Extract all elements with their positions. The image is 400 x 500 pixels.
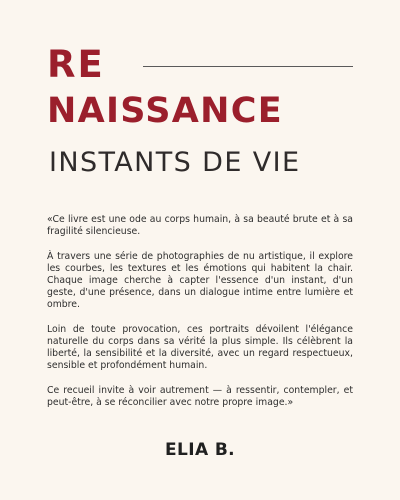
description-paragraph-2: À travers une série de photographies de nu artistique, il explore les courbes, les textures et les émotions qui habitent la chair. Chaque image cherche à capter l'essence d'un instant, d'un geste, d'une présence, dans un dialogue intime entre lumière et ombre. <box>47 250 353 311</box>
title-divider-line <box>143 66 353 67</box>
title-line-2: NAISSANCE <box>47 91 283 131</box>
title-top-row <box>47 43 353 86</box>
description-paragraph-1: «Ce livre est une ode au corps humain, à sa beauté brute et à sa fragilité silencieuse. <box>47 214 353 238</box>
description-paragraph-4: Ce recueil invite à voir autrement — à ressentir, contempler, et peut-être, à se réconcilier avec notre propre image.» <box>47 384 353 408</box>
back-cover-description <box>47 214 353 409</box>
description-paragraph-3: Loin de toute provocation, ces portraits dévoilent l'élégance naturelle du corps dans sa vérité la plus simple. Ils célèbrent la liberté, la sensibilité et la diversité, avec un regard respectueux, sensible et profondément humain. <box>47 323 353 372</box>
title-line-1: RE <box>47 43 105 86</box>
author-name: ELIA B. <box>164 440 236 460</box>
subtitle: INSTANTS DE VIE <box>49 147 301 178</box>
